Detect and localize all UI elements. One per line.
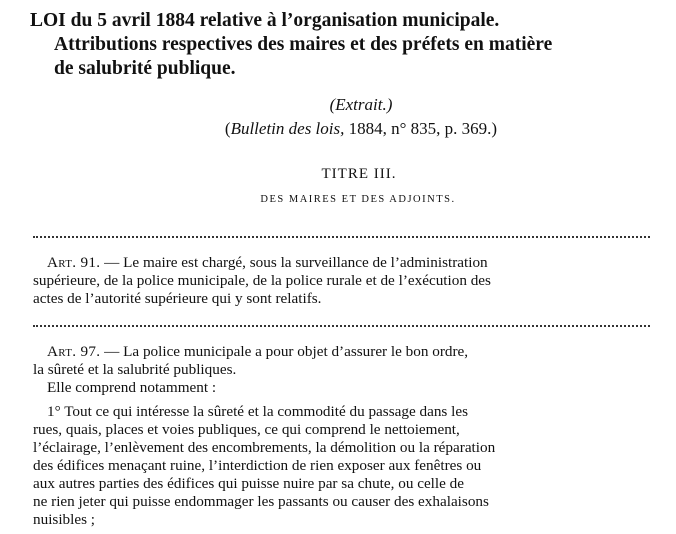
section-title: TITRE III.	[321, 166, 397, 182]
point-1-line-4: des édifices menaçant ruine, l’interdiction de rien exposer aux fenêtres ou	[33, 457, 482, 474]
article-91-line-1	[33, 254, 653, 272]
title-line-3: de salubrité publique.	[54, 58, 236, 79]
elle-comprend: Elle comprend notamment :	[47, 379, 217, 396]
dotted-separator-1	[33, 236, 650, 238]
point-1-line-5: aux autres parties des édifices qui puisse nuire par sa chute, ou celle de	[33, 475, 464, 492]
article-97-line-2: la sûreté et la salubrité publiques.	[33, 361, 237, 378]
dotted-separator-2	[33, 325, 650, 327]
article-91-label: Art. 91.	[47, 254, 101, 271]
point-1-line-3: l’éclairage, l’enlèvement des encombrements, la démolition ou la réparation	[33, 439, 496, 456]
article-91-text-1: — Le maire est chargé, sous la surveillance de l’administration	[100, 254, 488, 271]
article-97	[33, 343, 653, 379]
point-1	[33, 403, 653, 529]
bulletin-open: (	[224, 119, 231, 138]
extract-note: (Extrait.)	[329, 95, 393, 114]
bulletin-name: Bulletin des lois,	[230, 119, 345, 138]
point-1-line-2: rues, quais, places et voies publiques, ce qui comprend le nettoiement,	[33, 421, 460, 438]
point-1-line-1: 1° Tout ce qui intéresse la sûreté et la commodité du passage dans les	[47, 403, 468, 420]
article-91	[33, 254, 653, 308]
section-subtitle: DES MAIRES ET DES ADJOINTS.	[260, 194, 456, 205]
article-97-text-1: — La police municipale a pour objet d’assurer le bon ordre,	[100, 343, 469, 360]
bulletin-details: 1884, n° 835, p. 369.)	[344, 119, 498, 138]
point-1-line-7: nuisibles ;	[33, 511, 96, 528]
article-97-line-1	[33, 343, 653, 361]
article-91-line-3: actes de l’autorité supérieure qui y sont relatifs.	[33, 290, 322, 307]
title-line-1: LOI du 5 avril 1884 relative à l’organisation municipale.	[30, 10, 500, 31]
bulletin-reference	[0, 118, 676, 140]
point-1-line-6: ne rien jeter qui puisse endommager les passants ou causer des exhalaisons	[33, 493, 489, 510]
article-97-label: Art. 97.	[47, 343, 101, 360]
article-91-line-2: supérieure, de la police municipale, de la police rurale et de l’exécution des	[33, 272, 491, 289]
law-title	[30, 9, 660, 81]
title-line-2: Attributions respectives des maires et des préfets en matière	[54, 34, 553, 55]
